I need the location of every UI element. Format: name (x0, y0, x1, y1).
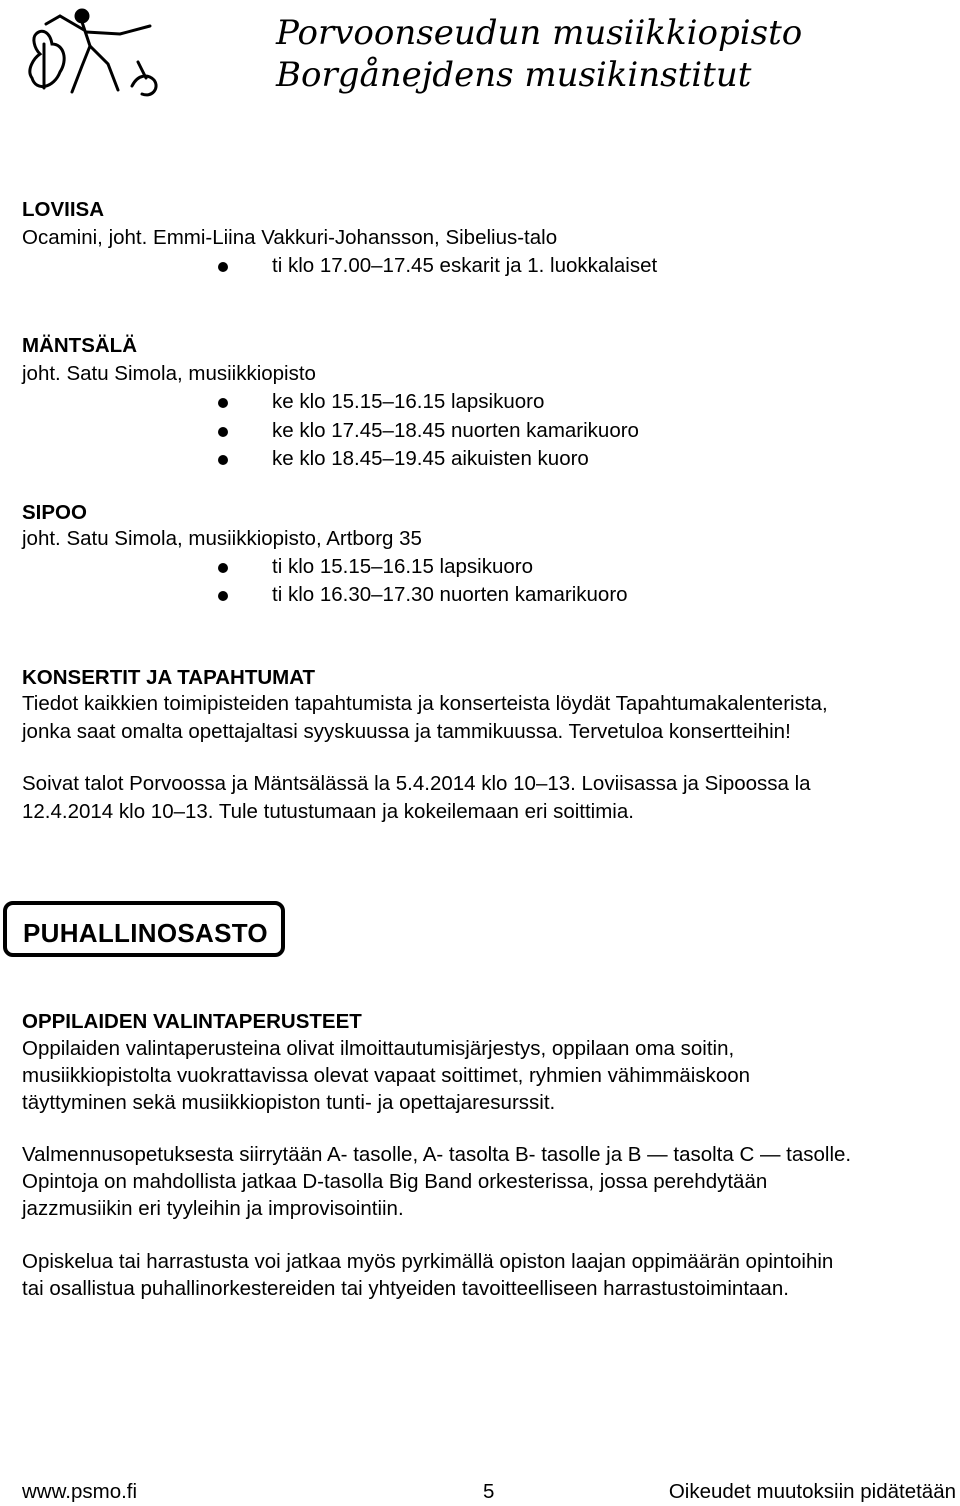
footer-website: www.psmo.fi (22, 1480, 138, 1503)
footer-page-number: 5 (483, 1480, 495, 1503)
footer-notice: Oikeudet muutoksiin pidätetään (668, 1480, 956, 1503)
valinta-text: Oppilaiden valintaperusteina olivat ilmoittautumisjärjestys, oppilaan oma soitin, (22, 1037, 735, 1060)
bullet-icon (218, 591, 228, 601)
sipoo-info: joht. Satu Simola, musiikkiopisto, Artborg 35 (22, 527, 422, 550)
valinta-text: tai osallistua puhallinorkestereiden tai yhtyeiden tavoitteelliseen harrastustoimintaan. (22, 1277, 789, 1300)
valinta-text: Opiskelua tai harrastusta voi jatkaa myös pyrkimällä opiston laajan oppimäärän opintoihin (22, 1250, 834, 1273)
konsertit-text: jonka saat omalta opettajaltasi syyskuussa ja tammikuussa. Tervetuloa konsertteihin! (22, 720, 791, 743)
bullet-icon (218, 262, 228, 272)
valinta-text: Opintoja on mahdollista jatkaa D-tasolla Big Band orkesterissa, jossa perehdytään (22, 1170, 768, 1193)
bullet-icon (218, 563, 228, 573)
konsertit-text: 12.4.2014 klo 10–13. Tule tutustumaan ja kokeilemaan eri soittimia. (22, 800, 634, 823)
svg-text:Porvoonseudun musiikkiopisto: Porvoonseudun musiikkiopisto (276, 13, 803, 53)
mantsala-item: ke klo 17.45–18.45 nuorten kamarikuoro (272, 419, 639, 442)
bullet-icon (218, 455, 228, 465)
sipoo-item: ti klo 16.30–17.30 nuorten kamarikuoro (272, 583, 628, 606)
loviisa-item: ti klo 17.00–17.45 eskarit ja 1. luokkalaiset (272, 254, 658, 277)
logo-graphic (20, 4, 803, 100)
bullet-icon (218, 427, 228, 437)
loviisa-heading: LOVIISA (22, 198, 105, 221)
valinta-text: Valmennusopetuksesta siirrytään A- tasolle, A- tasolta B- tasolle ja B — tasolta C — tasolle. (22, 1143, 852, 1166)
sipoo-item: ti klo 15.15–16.15 lapsikuoro (272, 555, 533, 578)
mantsala-item: ke klo 18.45–19.45 aikuisten kuoro (272, 447, 589, 470)
svg-text:Borgånejdens musikinstitut: Borgånejdens musikinstitut (276, 55, 752, 95)
loviisa-info: Ocamini, joht. Emmi-Liina Vakkuri-Johansson, Sibelius-talo (22, 226, 558, 249)
mantsala-item: ke klo 15.15–16.15 lapsikuoro (272, 390, 545, 413)
mantsala-heading: MÄNTSÄLÄ (22, 334, 138, 357)
section-title: PUHALLINOSASTO (23, 918, 268, 948)
valinta-text: täyttyminen sekä musiikkiopiston tunti- ja opettajaresurssit. (22, 1091, 556, 1114)
figure-icon (30, 10, 156, 95)
konsertit-heading: KONSERTIT JA TAPAHTUMAT (22, 666, 316, 689)
bullet-icon (218, 398, 228, 408)
valinta-heading: OPPILAIDEN VALINTAPERUSTEET (22, 1010, 362, 1033)
valinta-text: musiikkiopistolta vuokrattavissa olevat vapaat soittimet, ryhmien vähimmäiskoon (22, 1064, 751, 1087)
logo (20, 4, 803, 100)
valinta-text: jazzmusiikin eri tyyleihin ja improvisointiin. (22, 1197, 404, 1220)
sipoo-heading: SIPOO (22, 501, 87, 524)
section-title-box (3, 901, 285, 957)
konsertit-text: Tiedot kaikkien toimipisteiden tapahtumista ja konserteista löydät Tapahtumakalenterista, (22, 692, 828, 715)
mantsala-info: joht. Satu Simola, musiikkiopisto (22, 362, 316, 385)
konsertit-text: Soivat talot Porvoossa ja Mäntsälässä la 5.4.2014 klo 10–13. Loviisassa ja Sipoossa la (22, 772, 811, 795)
